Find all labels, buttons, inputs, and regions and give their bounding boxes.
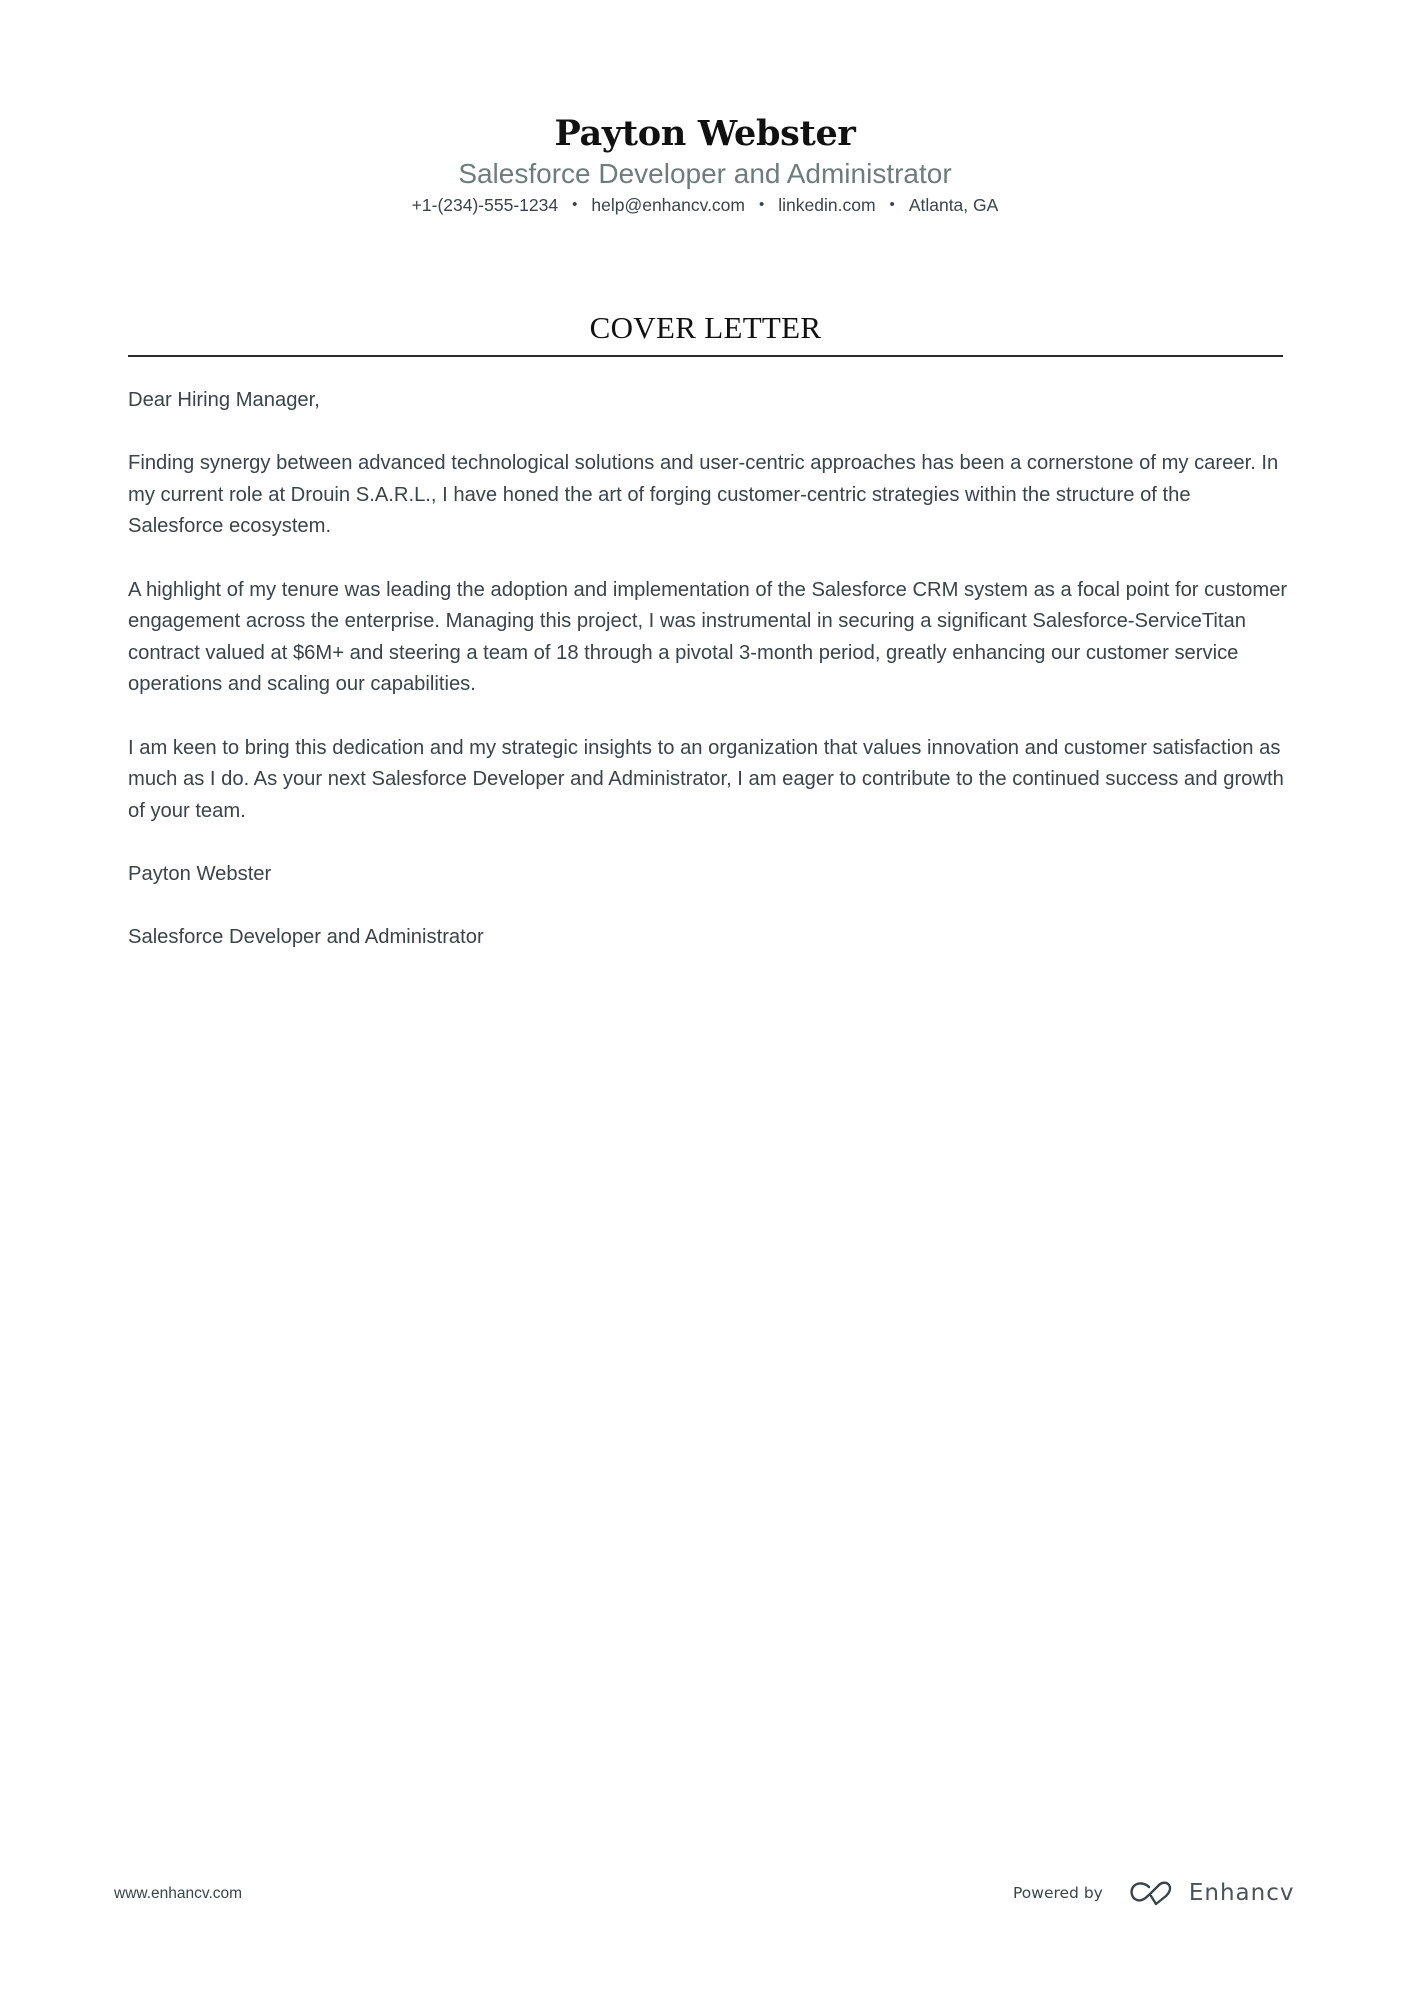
signature-name: Payton Webster [128, 862, 272, 885]
letter-greeting: Dear Hiring Manager, [128, 389, 320, 411]
section-divider [128, 355, 1283, 357]
bullet-separator: • [759, 196, 765, 213]
candidate-name: Payton Webster [554, 113, 856, 154]
bullet-separator: • [572, 196, 578, 213]
letter-paragraph: Finding synergy between advanced technological solutions and user-centric approaches has been a cornerstone of my career. In my current role at Drouin S.A.R.L., I have honed the art of forging customer-centric strategies within the structure of the Salesforce ecosystem. [128, 452, 1279, 538]
contact-location: Atlanta, GA [908, 195, 999, 215]
contact-email[interactable]: help@enhancv.com [591, 195, 745, 215]
enhancv-logo-icon [1129, 1880, 1175, 1906]
enhancv-brand: Enhancv [1188, 1880, 1295, 1906]
footer-branding[interactable] [1013, 1876, 1294, 1910]
signature-title: Salesforce Developer and Administrator [128, 926, 484, 949]
section-title: COVER LETTER [589, 310, 822, 345]
contact-line [0, 193, 1410, 217]
powered-by-label: Powered by [1013, 1884, 1103, 1902]
letter-paragraph: A highlight of my tenure was leading the adoption and implementation of the Salesforce CRM system as a focal point for customer engagement across the enterprise. Managing this project, I was instrumental in securing a significant Salesforce-ServiceTitan contract valued at $6M+ and steering a team of 18 through a pivotal 3-month period, greatly enhancing our customer service operations and scaling our capabilities. [128, 578, 1288, 696]
footer-website-link[interactable]: www.enhancv.com [114, 1885, 243, 1902]
bullet-separator: • [889, 196, 895, 213]
contact-linkedin[interactable]: linkedin.com [778, 195, 876, 215]
contact-phone: +1-(234)-555-1234 [411, 195, 559, 215]
candidate-title: Salesforce Developer and Administrator [458, 158, 952, 189]
letter-paragraph: I am keen to bring this dedication and my strategic insights to an organization that values innovation and customer satisfaction as much as I do. As your next Salesforce Developer and Administrator, I am eager to contribute to the continued success and growth of your team. [128, 736, 1284, 822]
letter-body [128, 385, 1288, 985]
header [0, 112, 1410, 217]
